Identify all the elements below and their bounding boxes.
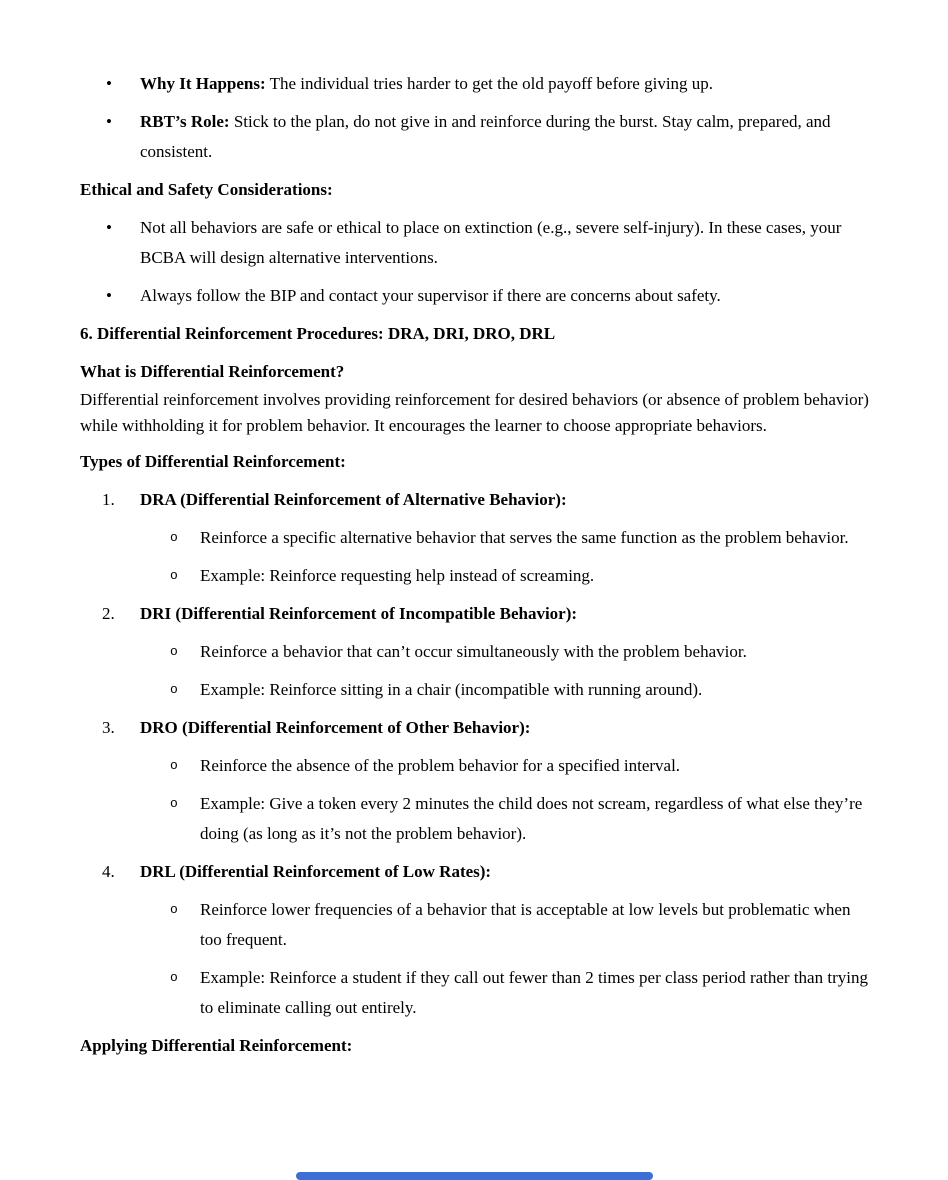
numbered-item-drl [80,857,870,887]
circle-bullet-icon: o [170,796,178,811]
bullet-icon: • [106,286,112,305]
list-number: 2. [102,604,115,623]
sub-bullet-body: Reinforce lower frequencies of a behavior that is acceptable at low levels but problematic when too frequent. [200,900,851,949]
sub-bullet-item [140,751,870,781]
what-is-block [80,357,870,439]
heading-types: Types of Differential Reinforcement: [80,452,346,471]
numbered-item-dro [80,713,870,743]
sub-bullet-item [140,675,870,705]
circle-bullet-icon: o [170,682,178,697]
numbered-item-title: DRL (Differential Reinforcement of Low Rates): [140,862,492,881]
numbered-item-title: DRA (Differential Reinforcement of Alternative Behavior): [140,490,567,509]
sub-bullet-body: Reinforce a behavior that can’t occur simultaneously with the problem behavior. [200,642,747,661]
sub-bullet-item [140,963,870,1023]
sub-bullet-item [140,789,870,849]
sub-bullet-item [140,561,870,591]
circle-bullet-icon: o [170,970,178,985]
sub-bullet-body: Reinforce the absence of the problem behavior for a specified interval. [200,756,681,775]
list-number: 4. [102,862,115,881]
sub-bullet-body: Example: Reinforce requesting help instead of screaming. [200,566,595,585]
bullet-icon: • [106,74,112,93]
bullet-item-always-follow-bip [80,281,870,311]
list-number: 3. [102,718,115,737]
bullet-body: The individual tries harder to get the old payoff before giving up. [265,74,714,93]
bullet-label: RBT’s Role: [140,112,230,131]
what-is-paragraph: Differential reinforcement involves providing reinforcement for desired behaviors (or absence of problem behavior) while withholding it for problem behavior. It encourages the learner to choose appropriate behaviors. [80,390,869,435]
bullet-icon: • [106,112,112,131]
sub-bullet-body: Example: Reinforce a student if they call out fewer than 2 times per class period rather than trying to eliminate calling out entirely. [200,968,868,1017]
circle-bullet-icon: o [170,758,178,773]
heading-applying: Applying Differential Reinforcement: [80,1036,353,1055]
bullet-text [140,107,870,167]
sub-bullet-body: Reinforce a specific alternative behavior that serves the same function as the problem behavior. [200,528,849,547]
bullet-item-not-all-behaviors [80,213,870,273]
numbered-item-dri [80,599,870,629]
numbered-item-title: DRI (Differential Reinforcement of Incompatible Behavior): [140,604,578,623]
numbered-item-title: DRO (Differential Reinforcement of Other Behavior): [140,718,531,737]
sub-bullet-item [140,895,870,955]
circle-bullet-icon: o [170,568,178,583]
heading-ethical-safety: Ethical and Safety Considerations: [80,180,333,199]
sub-bullet-item [140,523,870,553]
bullet-item-why-it-happens [80,69,870,99]
circle-bullet-icon: o [170,902,178,917]
sub-bullet-body: Example: Reinforce sitting in a chair (incompatible with running around). [200,680,703,699]
heading-what-is: What is Differential Reinforcement? [80,362,345,381]
numbered-item-dra [80,485,870,515]
bullet-label: Why It Happens: [140,74,266,93]
heading-section-6: 6. Differential Reinforcement Procedures: DRA, DRI, DRO, DRL [80,324,556,343]
bullet-text [140,69,870,99]
circle-bullet-icon: o [170,530,178,545]
sub-bullet-item [140,637,870,667]
circle-bullet-icon: o [170,644,178,659]
list-number: 1. [102,490,115,509]
bullet-icon: • [106,218,112,237]
bottom-progress-bar [296,1172,653,1180]
bullet-item-rbts-role [80,107,870,167]
bullet-body: Always follow the BIP and contact your supervisor if there are concerns about safety. [140,286,721,305]
bullet-body: Stick to the plan, do not give in and reinforce during the burst. Stay calm, prepared, and consistent. [140,112,831,161]
bullet-body: Not all behaviors are safe or ethical to place on extinction (e.g., severe self-injury). In these cases, your BCBA will design alternative interventions. [140,218,842,267]
sub-bullet-body: Example: Give a token every 2 minutes the child does not scream, regardless of what else they’re doing (as long as it’s not the problem behavior). [200,794,863,843]
